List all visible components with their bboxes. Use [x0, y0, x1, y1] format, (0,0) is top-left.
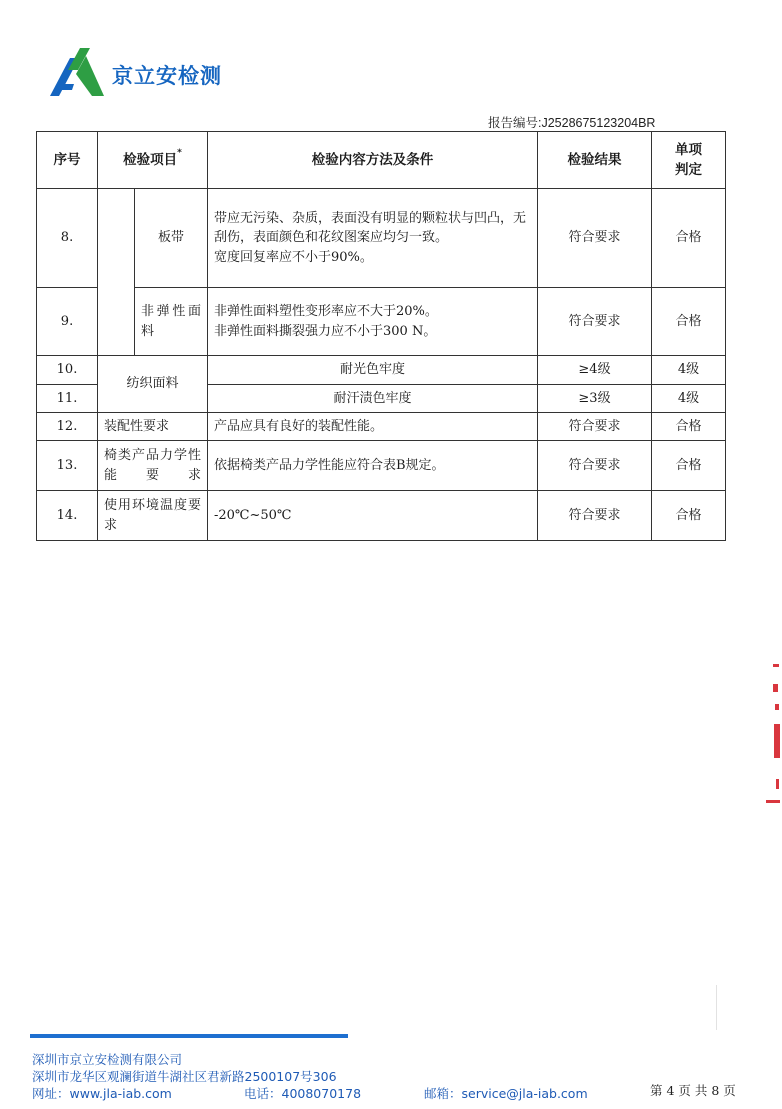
row-method: -20℃~50℃ [208, 491, 538, 541]
merged-category-cell [98, 189, 135, 356]
table-row [37, 189, 726, 288]
company-name: 京立安检测 [112, 64, 222, 88]
row-method: 耐光色牢度 [208, 356, 538, 385]
report-number: 报告编号:J2528675123204BR [488, 116, 656, 130]
row-method [208, 288, 538, 356]
row-seq: 9. [37, 288, 98, 356]
header-result: 检验结果 [538, 132, 652, 189]
table-row [37, 413, 726, 441]
row-item: 纺织面料 [98, 356, 208, 413]
method-line: 非弹性面料塑性变形率应不大于20%。 [214, 304, 438, 319]
footer-website[interactable]: 网址：www.jla-iab.com [32, 1086, 172, 1101]
footer-divider [30, 1034, 348, 1038]
stamp-edge-mark [766, 664, 780, 804]
inspection-table [36, 131, 726, 541]
row-item: 椅类产品力学性能要求 [98, 441, 208, 491]
header-method: 检验内容方法及条件 [208, 132, 538, 189]
row-result: 符合要求 [538, 413, 652, 441]
row-result: 符合要求 [538, 288, 652, 356]
row-result: 符合要求 [538, 441, 652, 491]
footer-company: 深圳市京立安检测有限公司 [32, 1052, 183, 1067]
row-method: 耐汗渍色牢度 [208, 385, 538, 413]
row-verdict: 合格 [652, 441, 726, 491]
page-number: 第 4 页 共 8 页 [650, 1083, 736, 1098]
row-seq: 12. [37, 413, 98, 441]
method-line: 非弹性面料撕裂强力应不小于300 N。 [214, 323, 437, 339]
row-method: 产品应具有良好的装配性能。 [208, 413, 538, 441]
row-verdict: 4级 [652, 356, 726, 385]
footer-phone: 电话：4008070178 [244, 1086, 362, 1101]
header-seq: 序号 [37, 132, 98, 189]
table-row [37, 288, 726, 356]
header-verdict-line2: 判定 [675, 162, 702, 178]
row-result: 符合要求 [538, 189, 652, 288]
row-seq: 14. [37, 491, 98, 541]
method-line: 带应无污染、杂质，表面没有明显的颗粒状与凹凸，无刮伤，表面颜色和花纹图案应均匀一致。 [214, 210, 527, 246]
row-verdict: 合格 [652, 413, 726, 441]
jla-logo-icon [46, 44, 106, 100]
row-result: 符合要求 [538, 491, 652, 541]
row-item: 使用环境温度要求 [98, 491, 208, 541]
table-row [37, 356, 726, 385]
header-verdict [652, 132, 726, 189]
table-header-row [37, 132, 726, 189]
table-row [37, 441, 726, 491]
row-item: 装配性要求 [98, 413, 208, 441]
row-verdict: 合格 [652, 491, 726, 541]
row-verdict: 合格 [652, 189, 726, 288]
row-seq: 11. [37, 385, 98, 413]
row-item: 板带 [135, 189, 208, 288]
row-seq: 13. [37, 441, 98, 491]
row-result: ≥3级 [538, 385, 652, 413]
table-row [37, 491, 726, 541]
row-method: 依据椅类产品力学性能应符合表B规定。 [208, 441, 538, 491]
header-item-mark: * [177, 147, 182, 158]
row-method [208, 189, 538, 288]
row-seq: 10. [37, 356, 98, 385]
divider [716, 985, 717, 1030]
header-item [98, 132, 208, 189]
row-verdict: 4级 [652, 385, 726, 413]
method-line: 宽度回复率应不小于90%。 [214, 249, 373, 265]
header-item-label: 检验项目 [123, 151, 178, 168]
row-verdict: 合格 [652, 288, 726, 356]
header-verdict-line1: 单项 [675, 141, 702, 158]
row-seq: 8. [37, 189, 98, 288]
row-result: ≥4级 [538, 356, 652, 385]
row-item: 非弹性面料 [135, 288, 208, 356]
footer-email[interactable]: 邮箱：service@jla-iab.com [424, 1086, 588, 1101]
footer-address: 深圳市龙华区观澜街道牛湖社区君新路2500107号306 [32, 1069, 337, 1084]
